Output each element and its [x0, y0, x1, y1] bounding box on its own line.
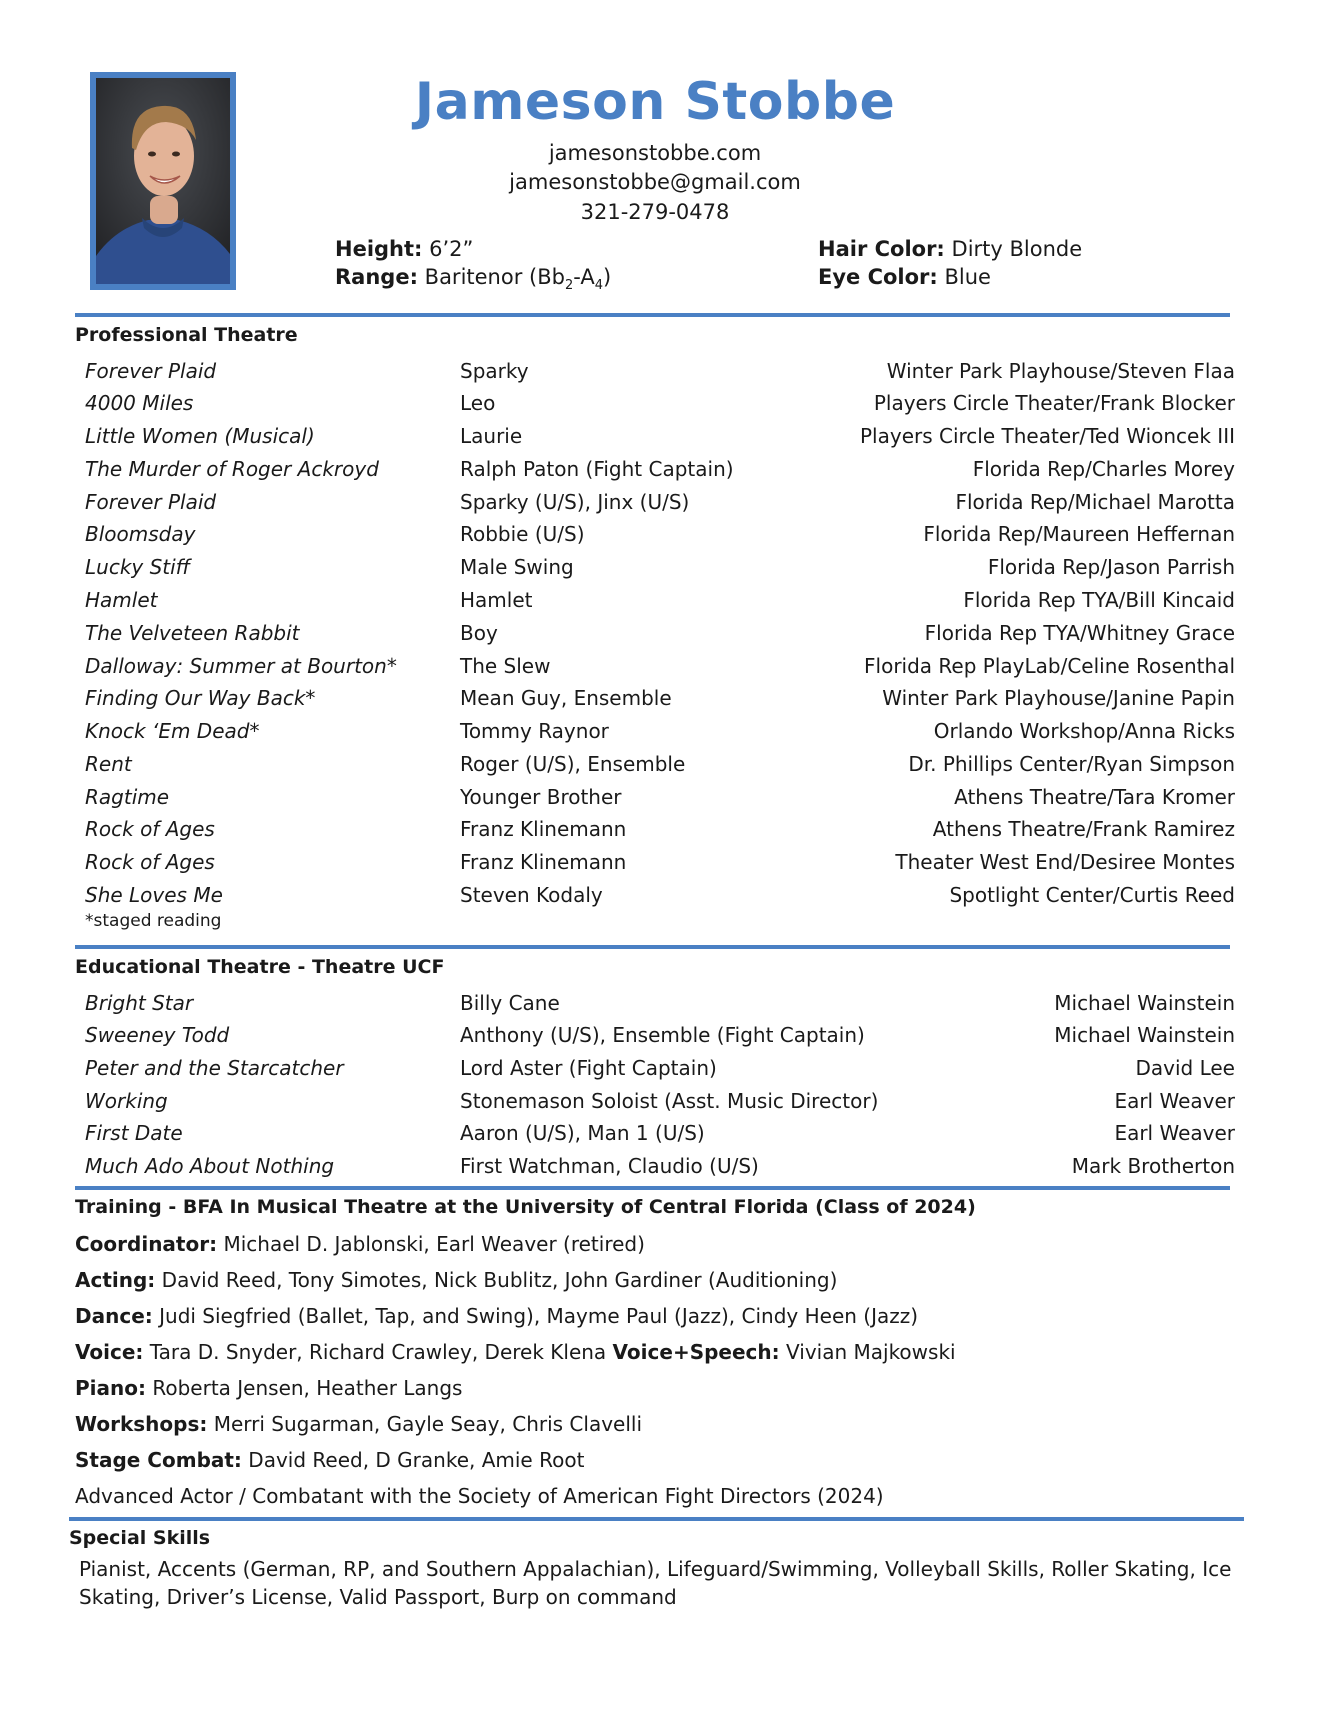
training-piano: Piano: Roberta Jensen, Heather Langs: [75, 1376, 463, 1400]
website-link[interactable]: jamesonstobbe.com: [548, 141, 762, 165]
range-stat: Range: Baritenor $(Bb_2-A_4)$: [335, 265, 612, 294]
table-row: Finding Our Way Back* Mean Guy, Ensemble Winter Park Playhouse/Janine Papin: [85, 686, 1235, 710]
table-row: The Velveteen Rabbit Boy Florida Rep TYA/Whitney Grace: [85, 621, 1235, 645]
phone-number: 321-279-0478: [580, 200, 730, 224]
table-row: Dalloway: Summer at Bourton* The Slew Florida Rep PlayLab/Celine Rosenthal: [85, 654, 1235, 678]
table-row: Ragtime Younger Brother Athens Theatre/Tara Kromer: [85, 785, 1235, 809]
section-divider: [75, 313, 1230, 317]
table-row: Lucky Stiff Male Swing Florida Rep/Jason Parrish: [85, 555, 1235, 579]
table-row: First Date Aaron (U/S), Man 1 (U/S) Earl Weaver: [85, 1121, 1235, 1145]
table-row: Knock ‘Em Dead* Tommy Raynor Orlando Workshop/Anna Ricks: [85, 719, 1235, 743]
table-row: 4000 Miles Leo Players Circle Theater/Frank Blocker: [85, 391, 1235, 415]
section-divider: [75, 1186, 1230, 1190]
table-row: Peter and the Starcatcher Lord Aster (Fight Captain) David Lee: [85, 1056, 1235, 1080]
hair-color-stat: Hair Color: Dirty Blonde: [818, 237, 1083, 261]
headshot-photo: [90, 72, 236, 290]
table-row: Rent Roger (U/S), Ensemble Dr. Phillips Center/Ryan Simpson: [85, 752, 1235, 776]
training-coordinator: Coordinator: Michael D. Jablonski, Earl Weaver (retired): [75, 1232, 645, 1256]
training-dance: Dance: Judi Siegfried (Ballet, Tap, and Swing), Mayme Paul (Jazz), Cindy Heen (Jazz): [75, 1304, 919, 1328]
training-stage-combat: Stage Combat: David Reed, D Granke, Amie Root: [75, 1448, 585, 1472]
table-row: Rock of Ages Franz Klinemann Theater West End/Desiree Montes: [85, 850, 1235, 874]
table-row: Forever Plaid Sparky (U/S), Jinx (U/S) Florida Rep/Michael Marotta: [85, 490, 1235, 514]
section-title-training: Training - BFA In Musical Theatre at the University of Central Florida (Class of 2024): [75, 1196, 976, 1218]
training-workshops: Workshops: Merri Sugarman, Gayle Seay, Chris Clavelli: [75, 1412, 643, 1436]
table-row: Little Women (Musical) Laurie Players Circle Theater/Ted Wioncek III: [85, 424, 1235, 448]
table-row: Bloomsday Robbie (U/S) Florida Rep/Maureen Heffernan: [85, 522, 1235, 546]
training-safd: Advanced Actor / Combatant with the Society of American Fight Directors (2024): [75, 1484, 884, 1508]
email-link[interactable]: jamesonstobbe@gmail.com: [509, 170, 801, 194]
eye-color-stat: Eye Color: Blue: [818, 265, 991, 289]
section-divider: [75, 945, 1230, 949]
special-skills-text: Pianist, Accents (German, RP, and Southern Appalachian), Lifeguard/Swimming, Volleyball Skills, Roller Skating, Ice Skating, Driver’s License, Valid Passport, Burp on command: [79, 1557, 1232, 1609]
applicant-name: Jameson Stobbe: [414, 72, 896, 132]
height-stat: Height: 6’2”: [335, 237, 474, 261]
table-row: Bright Star Billy Cane Michael Wainstein: [85, 991, 1235, 1015]
section-title-professional: Professional Theatre: [75, 324, 298, 346]
table-row: Sweeney Todd Anthony (U/S), Ensemble (Fight Captain) Michael Wainstein: [85, 1023, 1235, 1047]
training-acting: Acting: David Reed, Tony Simotes, Nick Bublitz, John Gardiner (Auditioning): [75, 1268, 838, 1292]
table-row: She Loves Me Steven Kodaly Spotlight Center/Curtis Reed: [85, 883, 1235, 907]
staged-reading-note: *staged reading: [85, 911, 222, 931]
section-divider: [69, 1517, 1244, 1521]
section-title-educational: Educational Theatre - Theatre UCF: [75, 956, 445, 978]
table-row: Forever Plaid Sparky Winter Park Playhouse/Steven Flaa: [85, 359, 1235, 383]
section-title-skills: Special Skills: [69, 1527, 211, 1549]
table-row: Much Ado About Nothing First Watchman, Claudio (U/S) Mark Brotherton: [85, 1154, 1235, 1178]
training-voice: Voice: Tara D. Snyder, Richard Crawley, Derek Klena Voice+Speech: Vivian Majkowski: [75, 1340, 956, 1364]
table-row: Hamlet Hamlet Florida Rep TYA/Bill Kincaid: [85, 588, 1235, 612]
table-row: The Murder of Roger Ackroyd Ralph Paton (Fight Captain) Florida Rep/Charles Morey: [85, 457, 1235, 481]
table-row: Rock of Ages Franz Klinemann Athens Theatre/Frank Ramirez: [85, 817, 1235, 841]
table-row: Working Stonemason Soloist (Asst. Music Director) Earl Weaver: [85, 1089, 1235, 1113]
